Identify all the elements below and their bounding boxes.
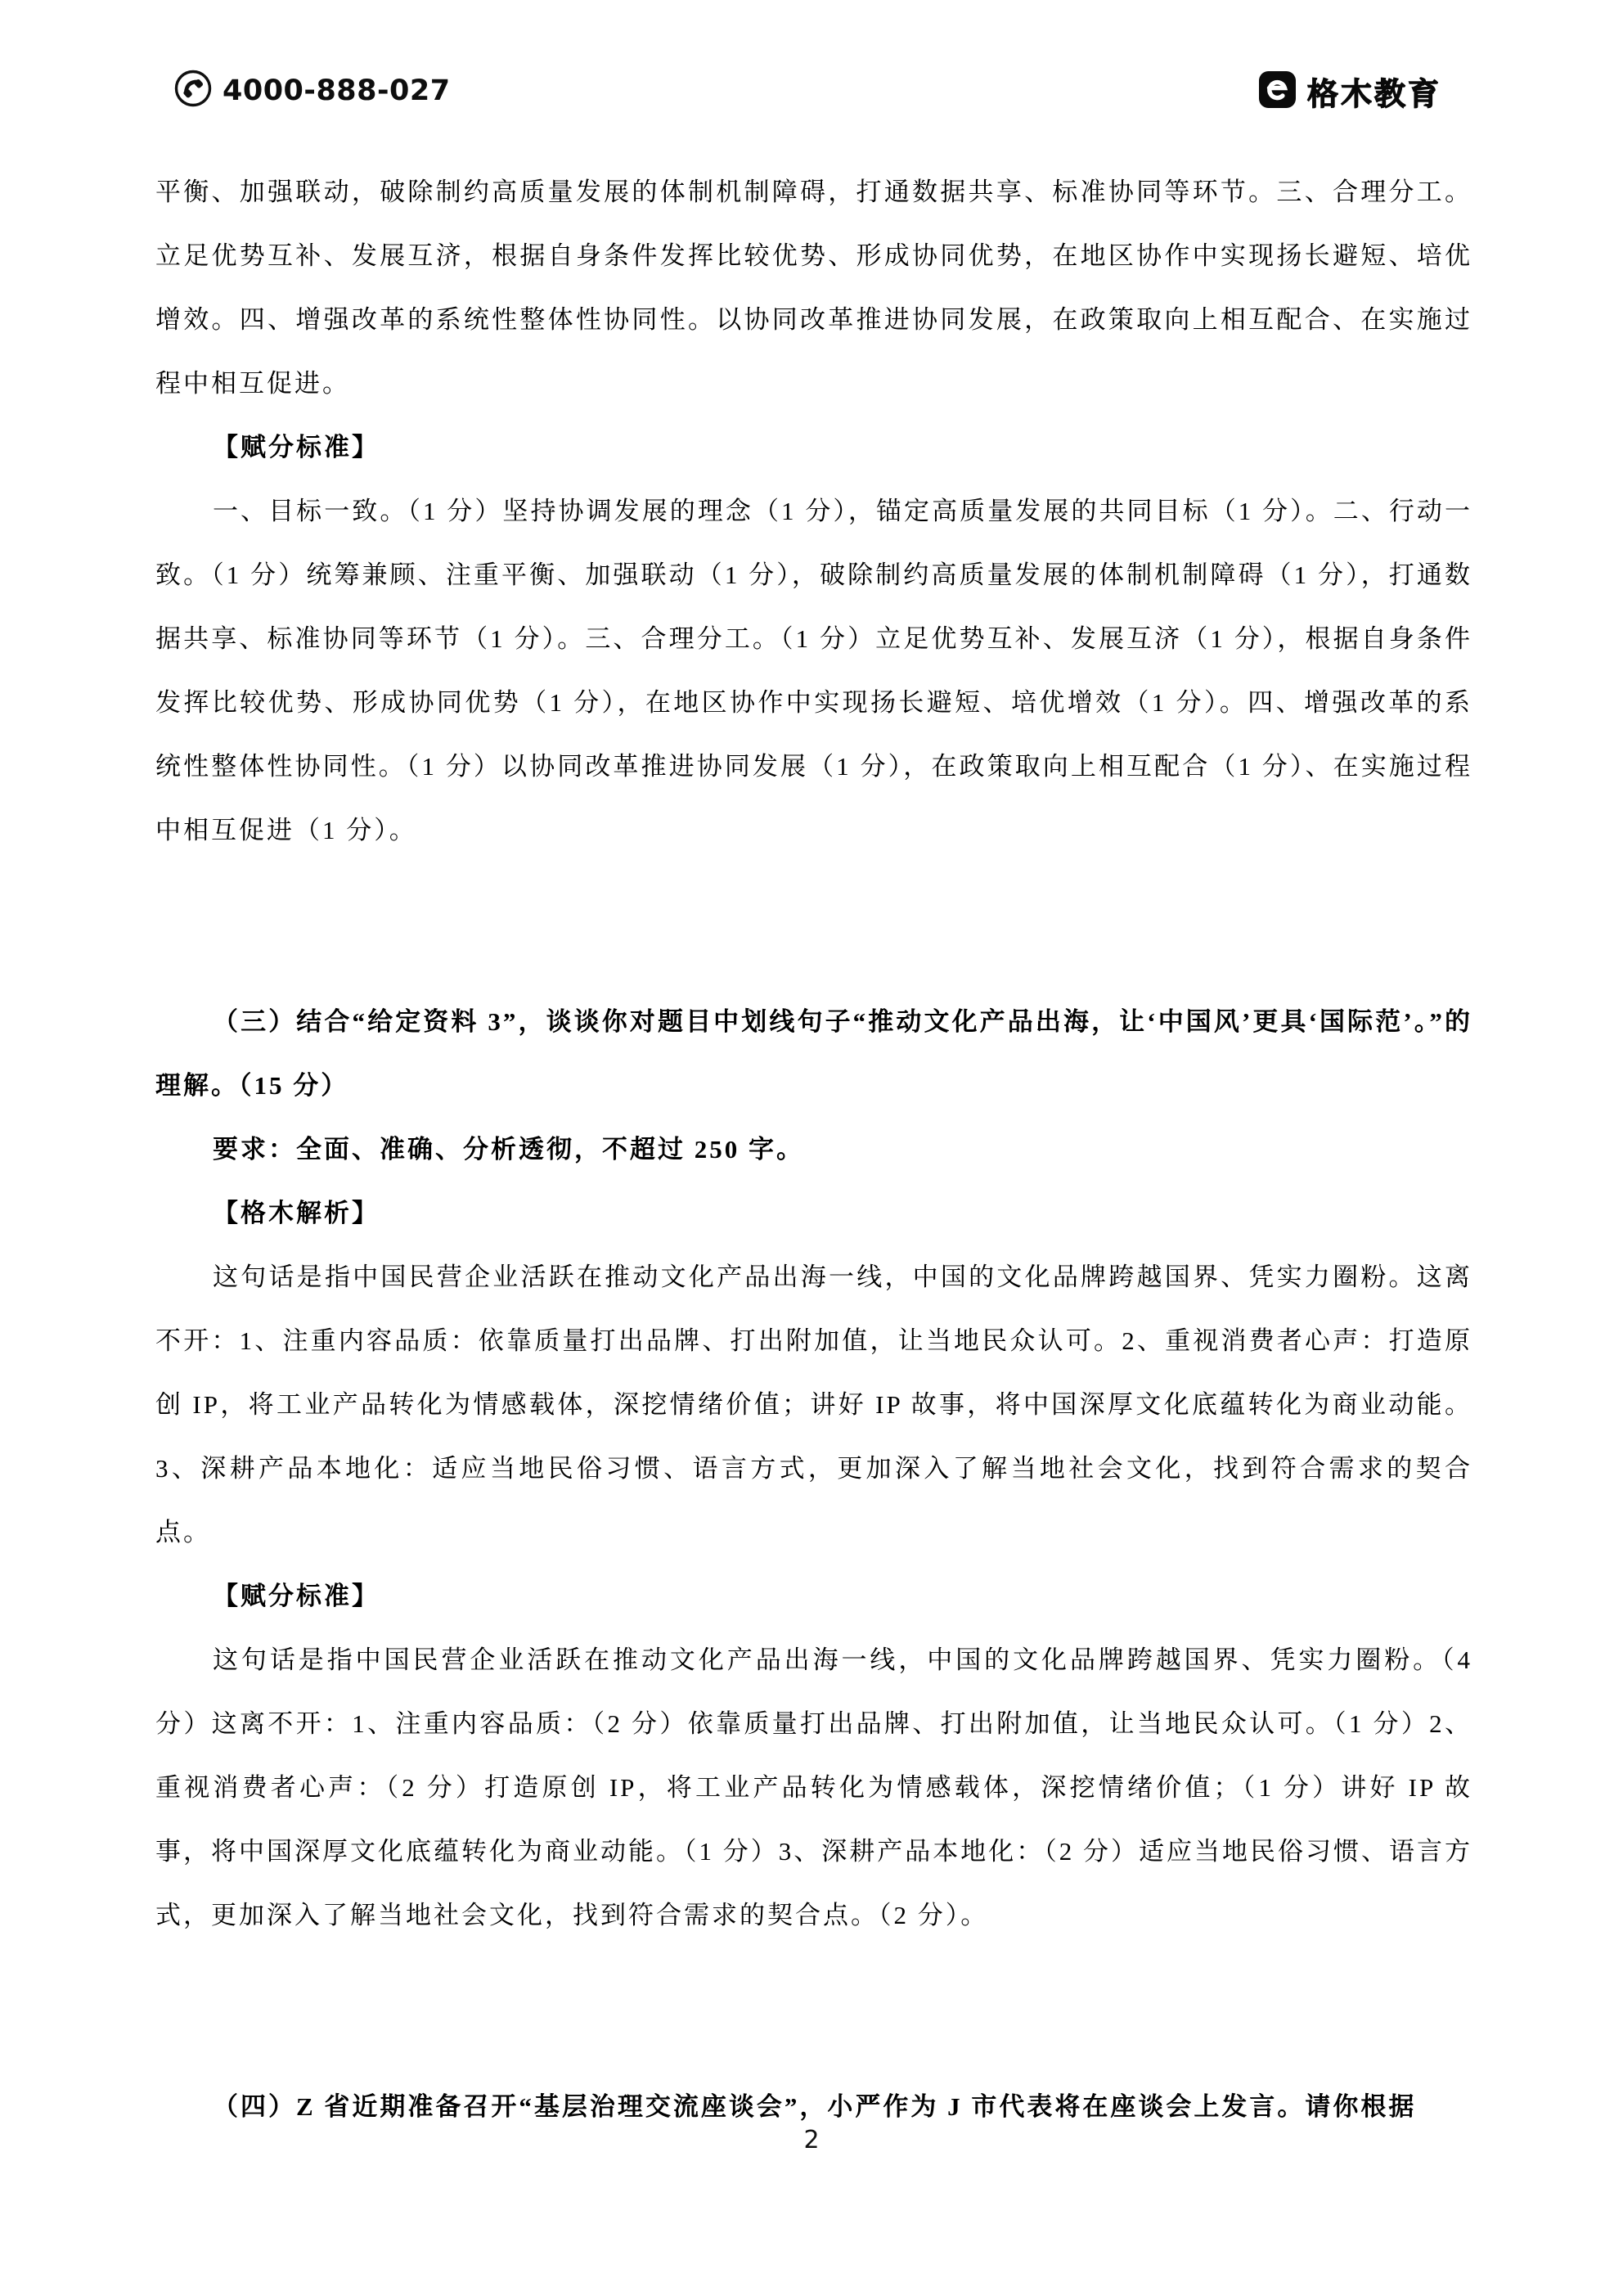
- heading-scoring-standard-1: 【赋分标准】: [213, 433, 380, 461]
- phone-number: 4000-888-027: [223, 74, 451, 107]
- heading-gemu-analysis: 【格木解析】: [213, 1199, 380, 1227]
- gemu-logo-icon: [1258, 70, 1297, 113]
- blank-gap: [155, 1947, 1472, 2075]
- heading-scoring-standard-2: 【赋分标准】: [213, 1582, 380, 1610]
- question-3-title: （三）结合“给定资料 3”，谈谈你对题目中划线句子“推动文化产品出海，让‘中国风’更具‘国际范’。”的理解。（15 分）: [155, 1007, 1472, 1100]
- page-footer: [0, 2126, 1623, 2154]
- question-4-title: （四）Z 省近期准备召开“基层治理交流座谈会”，小严作为 J 市代表将在座谈会上发言。请你根据: [213, 2092, 1417, 2121]
- blank-gap: [155, 862, 1472, 990]
- brand-logo: [1258, 69, 1441, 114]
- brand-name: 格木教育: [1307, 76, 1442, 112]
- paragraph-continuation: 平衡、加强联动，破除制约高质量发展的体制机制障碍，打通数据共享、标准协同等环节。三、合理分工。立足优势互补、发展互济，根据自身条件发挥比较优势、形成协同优势，在地区协作中实现扬长避短、培优增效。四、增强改革的系统性整体性协同性。以协同改革推进协同发展，在政策取向上相互配合、在实施过程中相互促进。: [155, 178, 1472, 398]
- phone-contact: [173, 69, 451, 112]
- document-body: [155, 160, 1472, 2139]
- paragraph-analysis: 这句话是指中国民营企业活跃在推动文化产品出海一线，中国的文化品牌跨越国界、凭实力圈粉。这离不开：1、注重内容品质：依靠质量打出品牌、打出附加值，让当地民众认可。2、重视消费者心声：打造原创 IP，将工业产品转化为情感载体，深挖情绪价值；讲好 IP 故事，将中国深厚文化底蕴转化为商业动能。3、深耕产品本地化：适应当地民俗习惯、语言方式，更加深入了解当地社会文化，找到符合需求的契合点。: [155, 1263, 1472, 1546]
- page-number: 2: [803, 2126, 820, 2154]
- paragraph-scoring-standard-1: 一、目标一致。（1 分）坚持协调发展的理念（1 分），锚定高质量发展的共同目标（1 分）。二、行动一致。（1 分）统筹兼顾、注重平衡、加强联动（1 分），破除制约高质量发展的体制机制障碍（1 分），打通数据共享、标准协同等环节（1 分）。三、合理分工。（1 分）立足优势互补、发展互济（1 分），根据自身条件发挥比较优势、形成协同优势（1 分），在地区协作中实现扬长避短、培优增效（1 分）。四、增强改革的系统性整体性协同性。（1 分）以协同改革推进协同发展（1 分），在政策取向上相互配合（1 分）、在实施过程中相互促进（1 分）。: [155, 497, 1472, 844]
- question-3-requirement: 要求：全面、准确、分析透彻，不超过 250 字。: [213, 1135, 804, 1164]
- paragraph-scoring-standard-2: 这句话是指中国民营企业活跃在推动文化产品出海一线，中国的文化品牌跨越国界、凭实力圈粉。（4 分）这离不开：1、注重内容品质：（2 分）依靠质量打出品牌、打出附加值，让当地民众认可。（1 分）2、重视消费者心声：（2 分）打造原创 IP，将工业产品转化为情感载体，深挖情绪价值；（1 分）讲好 IP 故事，将中国深厚文化底蕴转化为商业动能。（1 分）3、深耕产品本地化：（2 分）适应当地民俗习惯、语言方式，更加深入了解当地社会文化，找到符合需求的契合点。（2 分）。: [155, 1645, 1472, 1929]
- phone-icon: [173, 69, 213, 112]
